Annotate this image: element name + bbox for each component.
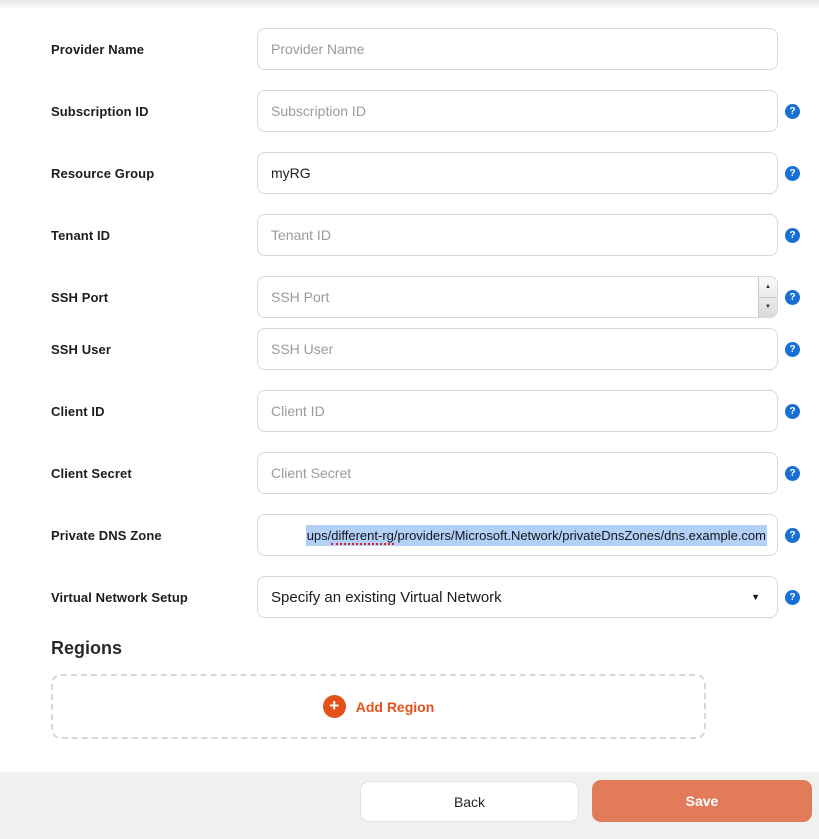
resource-group-label: Resource Group (51, 165, 155, 181)
private-dns-zone-control (257, 514, 778, 556)
form-row-client-secret (51, 452, 811, 494)
tenant-id-control (257, 214, 778, 256)
ssh-port-input[interactable] (257, 276, 778, 318)
help-icon[interactable]: ? (785, 466, 800, 481)
selected-text (306, 525, 767, 546)
help-icon[interactable]: ? (785, 404, 800, 419)
virtual-network-setup-label: Virtual Network Setup (51, 589, 188, 605)
client-secret-input[interactable] (257, 452, 778, 494)
save-button[interactable]: Save (592, 780, 812, 822)
private-dns-zone-label: Private DNS Zone (51, 527, 162, 543)
help-icon[interactable]: ? (785, 228, 800, 243)
client-id-label: Client ID (51, 403, 105, 419)
regions-section-heading: Regions (51, 638, 123, 658)
provider-name-label: Provider Name (51, 41, 145, 57)
dns-value-misspelled-word: different-rg (331, 527, 394, 543)
subscription-id-input[interactable] (257, 90, 778, 132)
form-row-ssh-user (51, 328, 811, 370)
help-icon[interactable]: ? (785, 290, 800, 305)
virtual-network-setup-select[interactable] (257, 576, 778, 618)
ssh-port-control (257, 276, 778, 318)
provider-name-input[interactable] (257, 28, 778, 70)
help-icon[interactable]: ? (785, 342, 800, 357)
top-shadow (0, 0, 819, 10)
ssh-user-control (257, 328, 778, 370)
resource-group-input[interactable] (257, 152, 778, 194)
dns-value-suffix: /providers/Microsoft.Network/privateDnsZones/dns.example.com (393, 527, 766, 543)
help-icon[interactable]: ? (785, 166, 800, 181)
selected-option-label: Specify an existing Virtual Network (271, 588, 502, 606)
add-region-button[interactable] (51, 674, 706, 739)
spinner-down-button[interactable]: ▼ (765, 304, 771, 311)
form-row-client-id (51, 390, 811, 432)
back-button[interactable]: Back (360, 781, 579, 822)
ssh-port-label: SSH Port (51, 289, 109, 305)
number-spinner (758, 277, 777, 317)
subscription-id-label: Subscription ID (51, 103, 149, 119)
help-icon[interactable]: ? (785, 104, 800, 119)
provider-form (51, 28, 811, 739)
ssh-user-label: SSH User (51, 341, 112, 357)
plus-icon: + (323, 695, 346, 718)
form-row-resource-group (51, 152, 811, 194)
form-row-provider-name (51, 28, 811, 70)
form-row-subscription-id (51, 90, 811, 132)
tenant-id-label: Tenant ID (51, 227, 111, 243)
tenant-id-input[interactable] (257, 214, 778, 256)
form-row-virtual-network-setup (51, 576, 811, 618)
help-icon[interactable]: ? (785, 528, 800, 543)
client-id-input[interactable] (257, 390, 778, 432)
form-row-tenant-id (51, 214, 811, 256)
spinner-up-button[interactable]: ▲ (759, 277, 777, 298)
dns-value-prefix: ups/ (306, 527, 332, 543)
provider-name-control (257, 28, 778, 70)
chevron-down-icon: ▼ (751, 591, 760, 602)
resource-group-control (257, 152, 778, 194)
client-id-control (257, 390, 778, 432)
client-secret-label: Client Secret (51, 465, 132, 481)
help-icon[interactable]: ? (785, 590, 800, 605)
virtual-network-setup-control (257, 576, 778, 618)
ssh-user-input[interactable] (257, 328, 778, 370)
form-row-ssh-port (51, 276, 811, 318)
form-footer-bar (0, 772, 819, 839)
add-region-label: Add Region (355, 698, 435, 715)
client-secret-control (257, 452, 778, 494)
subscription-id-control (257, 90, 778, 132)
private-dns-zone-input[interactable] (257, 514, 778, 556)
form-row-private-dns-zone (51, 514, 811, 556)
